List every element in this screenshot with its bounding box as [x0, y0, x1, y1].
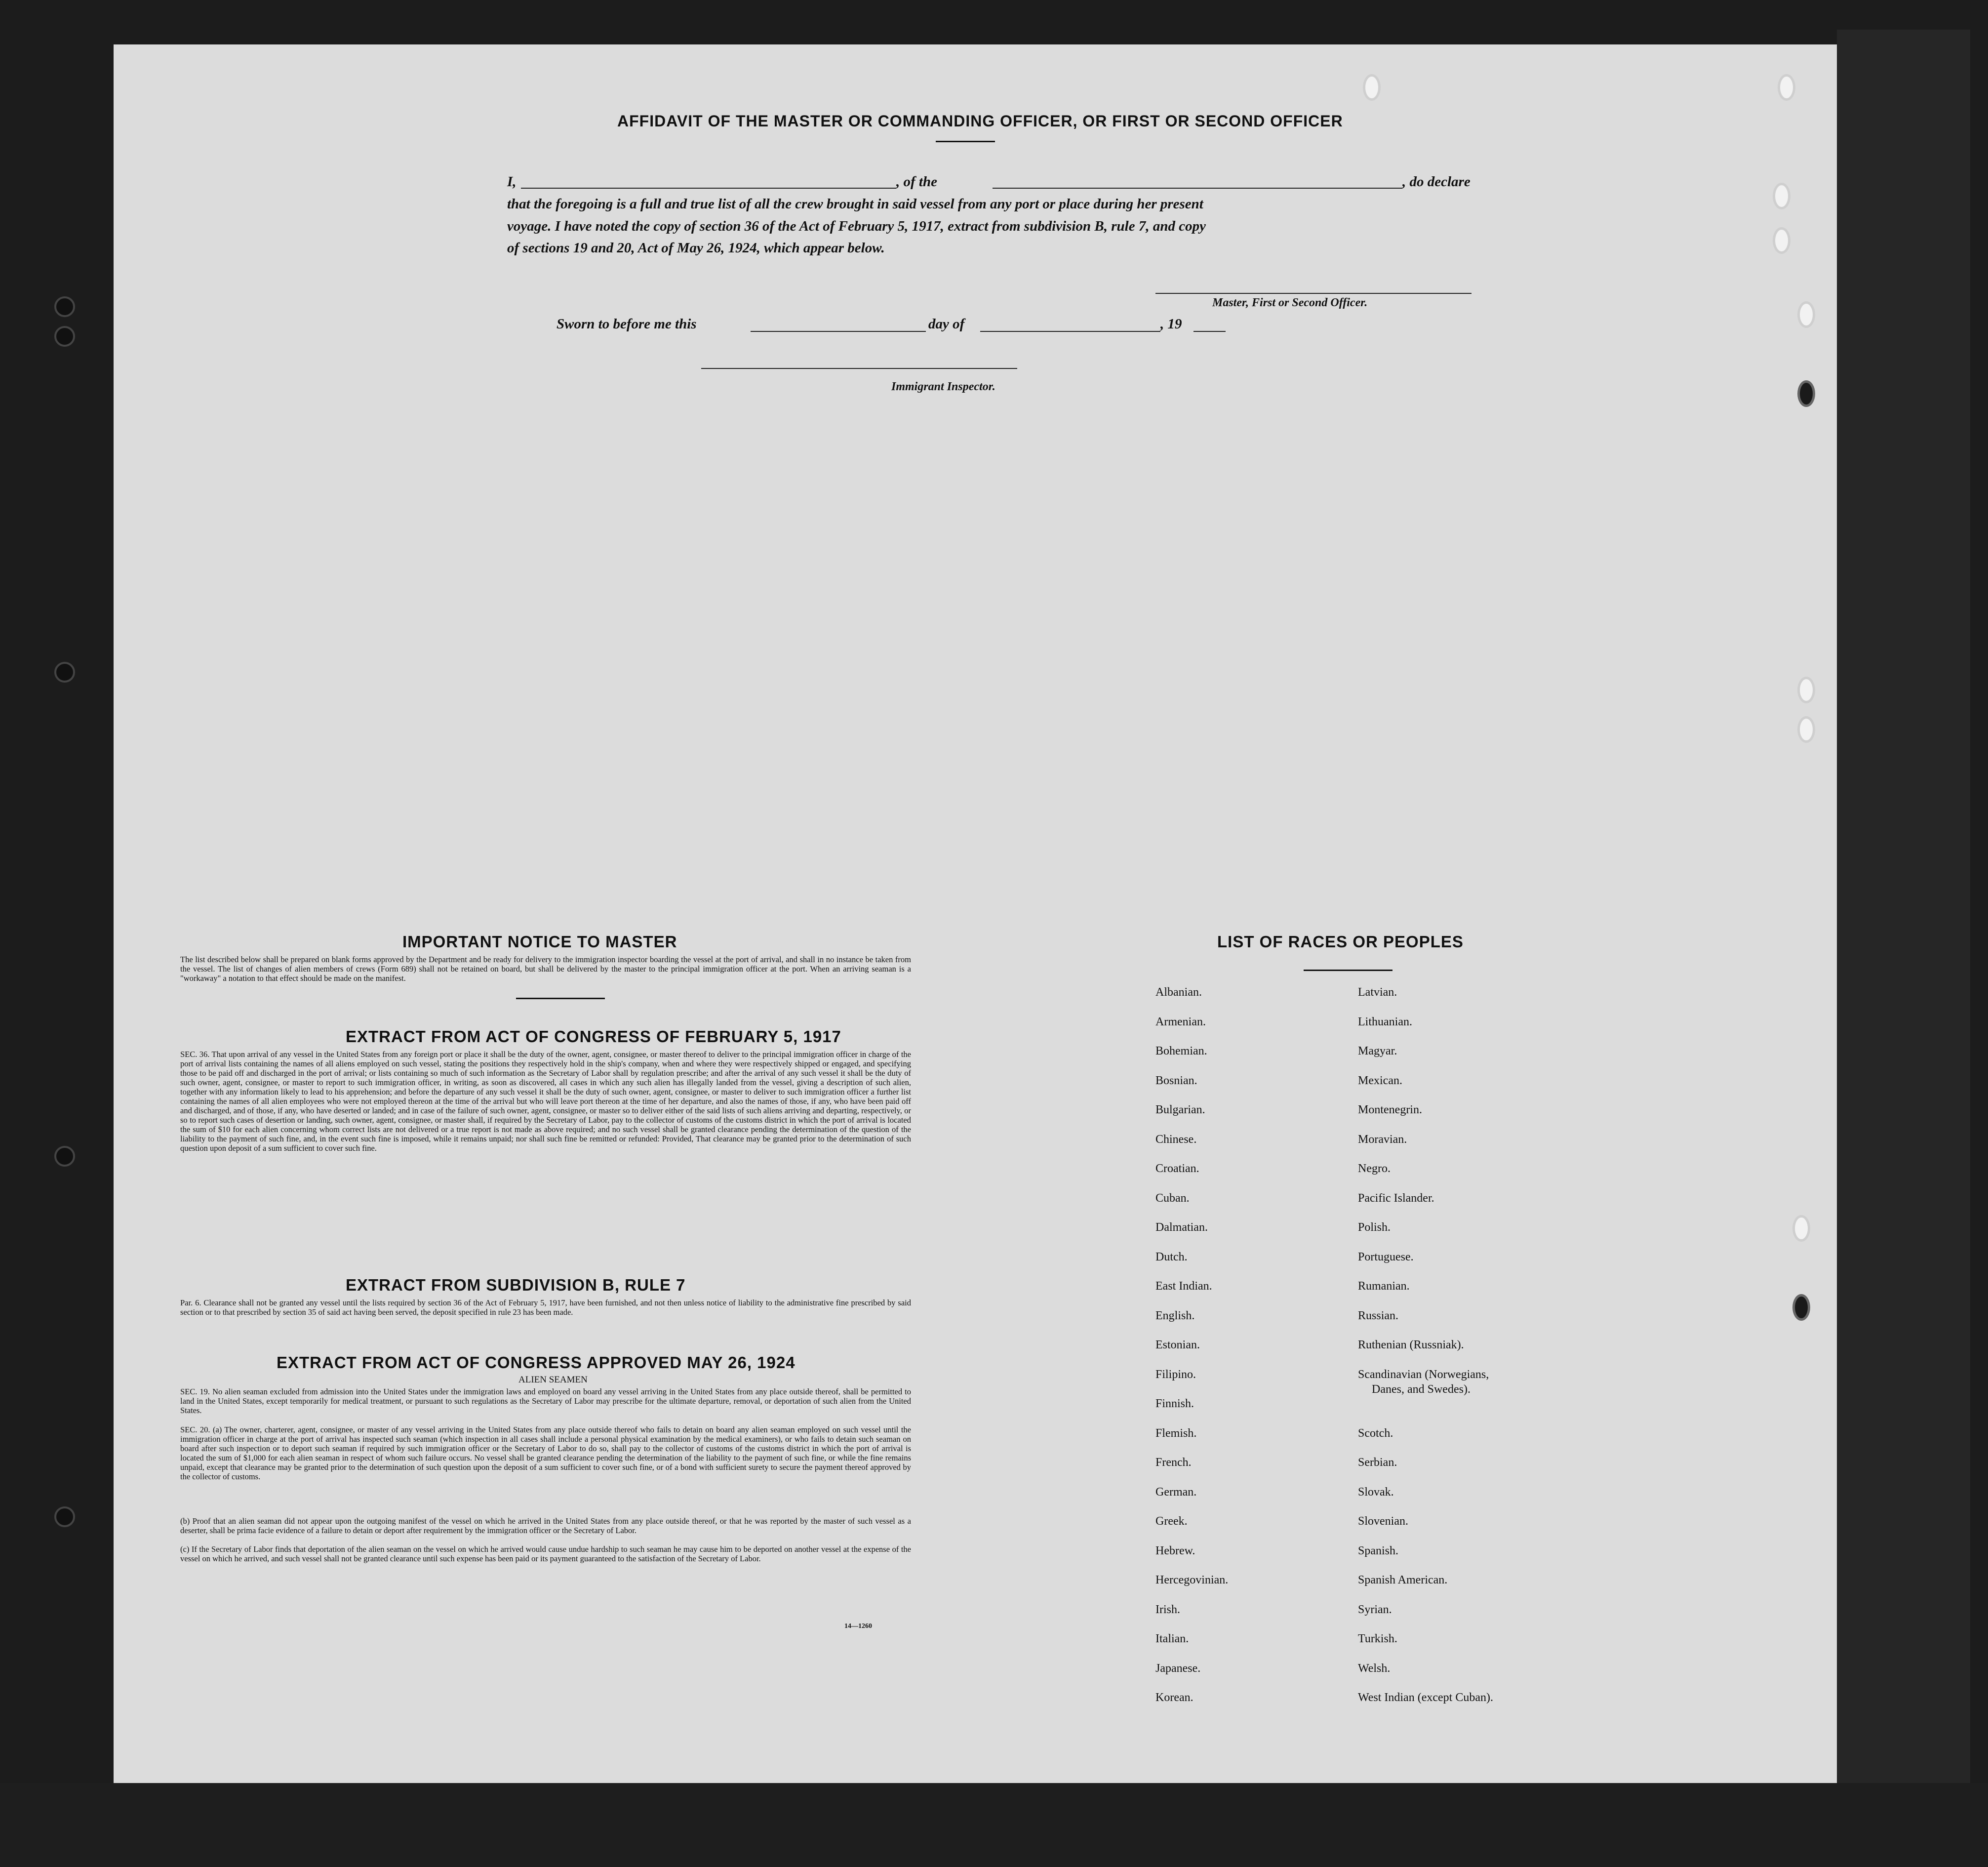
of-the-label: , of the: [896, 174, 937, 190]
race-item: Dalmatian.: [1155, 1221, 1208, 1234]
day-of-label: day of: [928, 316, 965, 332]
race-item: Bulgarian.: [1155, 1103, 1205, 1116]
race-item: Italian.: [1155, 1632, 1189, 1645]
race-item: Hebrew.: [1155, 1544, 1195, 1557]
affidavit-line2: that the foregoing is a full and true list of all the crew brought in said vessel from any port or place during her present: [507, 196, 1203, 212]
races-rule: [1304, 970, 1392, 971]
punch-hole: [1797, 301, 1815, 328]
race-item-scandinavian-line1: Scandinavian (Norwegians,: [1358, 1368, 1489, 1381]
race-item: Syrian.: [1358, 1603, 1392, 1616]
race-item: West Indian (except Cuban).: [1358, 1691, 1493, 1704]
punch-hole: [1773, 183, 1790, 209]
document-page: [114, 44, 1837, 1783]
master-caption: Master, First or Second Officer.: [1212, 296, 1368, 309]
race-item: Pacific Islander.: [1358, 1191, 1434, 1205]
race-item: Welsh.: [1358, 1662, 1391, 1675]
race-item: Korean.: [1155, 1691, 1193, 1704]
race-item: Magyar.: [1358, 1045, 1397, 1057]
race-item: English.: [1155, 1309, 1195, 1322]
race-item: Montenegrin.: [1358, 1103, 1422, 1116]
race-item: Russian.: [1358, 1309, 1399, 1322]
extract1924-title: EXTRACT FROM ACT OF CONGRESS APPROVED MAY 26, 1924: [277, 1353, 795, 1372]
punch-hole: [1773, 227, 1790, 254]
race-item: Lithuanian.: [1358, 1015, 1412, 1028]
race-item: Spanish American.: [1358, 1574, 1448, 1586]
race-item: Albanian.: [1155, 986, 1202, 999]
punch-hole: [1797, 677, 1815, 703]
races-title: LIST OF RACES OR PEOPLES: [1217, 933, 1464, 951]
notice-text: The list described below shall be prepared on blank forms approved by the Department and be ready for delivery to the immigration inspector boarding the vessel at the port of arrival, and shall in no instance be taken from the vessel. The list of changes of alien members of crews (Form 689) shall not be retained on board, but shall be delivered by the master to the principal immigration officer at the port. When an arriving seaman is a "workaway" a notation to that effect should be made on the manifest.: [180, 955, 911, 983]
sworn-month-blank[interactable]: [980, 331, 1160, 332]
race-item: Cuban.: [1155, 1191, 1190, 1205]
binder-hole: [54, 296, 75, 317]
title-rule: [936, 141, 995, 142]
race-item: Irish.: [1155, 1603, 1180, 1616]
do-declare-label: , do declare: [1402, 174, 1471, 190]
affidavit-line4: of sections 19 and 20, Act of May 26, 1924, which appear below.: [507, 240, 885, 256]
sworn-label: Sworn to before me this: [557, 316, 697, 332]
vessel-blank[interactable]: [993, 188, 1402, 189]
race-item: Chinese.: [1155, 1133, 1197, 1146]
race-item: Latvian.: [1358, 986, 1397, 999]
inspector-signature-line[interactable]: [701, 368, 1017, 369]
races-col1: [1155, 978, 1353, 1713]
race-item: Hercegovinian.: [1155, 1574, 1229, 1586]
extract1924-sec20b: (b) Proof that an alien seaman did not appear upon the outgoing manifest of the vessel on which he arrived in the United States from any place outside thereof, or that he was reported by the master of such vessel as a deserter, shall be prima facie evidence of a failure to detain or deport after requirement by the immigration officer or the Secretary of Labor.: [180, 1516, 911, 1535]
race-item: Slovenian.: [1358, 1515, 1408, 1528]
punch-hole: [1363, 74, 1381, 101]
races-col2: [1358, 978, 1615, 1713]
race-item: Rumanian.: [1358, 1280, 1410, 1293]
race-item: Moravian.: [1358, 1133, 1407, 1146]
rule7-title: EXTRACT FROM SUBDIVISION B, RULE 7: [346, 1276, 686, 1294]
race-item: Slovak.: [1358, 1485, 1394, 1499]
race-item: Scotch.: [1358, 1426, 1393, 1440]
notice-title: IMPORTANT NOTICE TO MASTER: [402, 933, 677, 951]
punch-hole: [1792, 1294, 1810, 1321]
extract1924-sec20a: SEC. 20. (a) The owner, charterer, agent, consignee, or master of any vessel arriving in the United States from any place outside thereof who fails to detain on board any alien seaman employed on such vessel until the immigration officer in charge at the port of arrival has inspected such seaman (which inspection in all cases shall include a personal physical examination by the medical examiners), or who fails to detain such seaman on board after such inspection or to deport such seaman if required by such immigration officer or the Secretary of Labor to do so, shall pay to the collector of customs of the customs district in which the port of arrival is located the sum of $1,000 for each alien seaman in respect of whom such failure occurs. No vessel shall be granted clearance pending the determination of the liability to the payment of such fine, or while the fine remains unpaid, except that clearance may be granted prior to the determination of such question upon the deposit of a sum sufficient to cover such fine, or of a bond with sufficient surety to secure the payment thereof approved by the collector of customs.: [180, 1425, 911, 1481]
race-item: French.: [1155, 1456, 1192, 1469]
master-signature-line[interactable]: [1155, 293, 1471, 294]
race-item: Negro.: [1358, 1162, 1391, 1175]
affidavit-title: AFFIDAVIT OF THE MASTER OR COMMANDING OFFICER, OR FIRST OR SECOND OFFICER: [617, 112, 1343, 130]
race-item: German.: [1155, 1485, 1197, 1499]
punch-hole: [1778, 74, 1795, 101]
notice-rule: [516, 998, 605, 999]
extract1924-sec19: SEC. 19. No alien seaman excluded from admission into the United States under the immigration laws and employed on board any vessel arriving in the United States from any place outside thereof, shall be permitted to land in the United States, except temporarily for medical treatment, or pursuant to such regulations as the Secretary of Labor may prescribe for the ultimate departure, removal, or deportation of such alien from the United States.: [180, 1387, 911, 1415]
race-item: Bohemian.: [1155, 1045, 1207, 1057]
sworn-day-blank[interactable]: [751, 331, 926, 332]
race-item: East Indian.: [1155, 1280, 1212, 1293]
race-item: Armenian.: [1155, 1015, 1206, 1028]
year-label: , 19: [1160, 316, 1182, 332]
extract1917-text: SEC. 36. That upon arrival of any vessel in the United States from any foreign port or place it shall be the duty of the owner, agent, consignee, or master thereof to deliver to the principal immigration officer in charge of the port of arrival lists containing the names of all aliens employed on such vessel, stating the positions they respectively hold in the ship's company, when and where they were respectively shipped or engaged, and specifying those to be paid off and discharged in the port of arrival; or lists containing so much of such information as the Secretary of Labor shall by regulation prescribe; and after the arrival of any such vessel it shall be the duty of such owner, agent, consignee, or master to report to such immigration officer, in writing, as soon as discovered, all cases in which any such alien has illegally landed from the vessel, giving a description of such alien, together with any information likely to lead to his apprehension; and before the departure of any such vessel it shall be the duty of such owner, agent, consignee, or master to deliver to such immigration officer a further list containing the names of all alien employees who were not employed thereon at the time of the arrival but who will leave port thereon at the time of her departure, and also the names of those, if any, who have been paid off and discharged, and of those, if any, who have deserted or landed; and in case of the failure of such owner, agent, consignee, or master so to deliver either of the said lists of such aliens arriving and departing, respectively, or so to report such cases of desertion or landing, such owner, agent, consignee, or master shall, if required by the Secretary of Labor, pay to the collector of customs of the customs district in which the port of arrival is located the sum of $10 for each alien concerning whom correct lists are not delivered or a true report is not made as above required; and no such vessel shall be granted clearance pending the determination of the question of the liability to the payment of such fine, and, in the event such fine is imposed, while it remains unpaid; nor shall such fine be remitted or refunded: Provided, That clearance may be granted prior to the determination of such question upon deposit of a sum sufficient to cover such fine.: [180, 1050, 911, 1153]
race-item: Greek.: [1155, 1515, 1188, 1528]
affidavit-line3: voyage. I have noted the copy of section 36 of the Act of February 5, 1917, extract from subdivision B, rule 7, and copy: [507, 218, 1206, 234]
race-item: Estonian.: [1155, 1339, 1200, 1351]
race-item: Flemish.: [1155, 1426, 1197, 1440]
race-item: Spanish.: [1358, 1544, 1399, 1557]
race-item: Mexican.: [1358, 1074, 1402, 1087]
race-item-scandinavian-line2: Danes, and Swedes).: [1372, 1382, 1471, 1396]
punch-hole: [1797, 380, 1815, 407]
race-item: Finnish.: [1155, 1397, 1194, 1410]
inspector-caption: Immigrant Inspector.: [891, 380, 995, 393]
extract1917-title: EXTRACT FROM ACT OF CONGRESS OF FEBRUARY 5, 1917: [346, 1027, 841, 1046]
scan-border-bottom: [0, 1783, 1988, 1867]
race-item: Serbian.: [1358, 1456, 1397, 1469]
binder-hole: [54, 326, 75, 347]
punch-hole: [1792, 1215, 1810, 1242]
binder-hole: [54, 1146, 75, 1167]
scan-border-right: [1837, 30, 1970, 1857]
binder-hole: [54, 662, 75, 683]
extract1924-subtitle: ALIEN SEAMEN: [518, 1375, 588, 1385]
race-item: Dutch.: [1155, 1250, 1188, 1263]
race-item: Japanese.: [1155, 1662, 1201, 1675]
race-item: Croatian.: [1155, 1162, 1199, 1175]
form-number: 14—1260: [844, 1623, 872, 1630]
year-blank[interactable]: [1193, 331, 1226, 332]
race-item: Filipino.: [1155, 1368, 1196, 1381]
race-item-scandinavian: [1358, 1360, 1615, 1419]
extract1924-sec20c: (c) If the Secretary of Labor finds that deportation of the alien seaman on the vessel on which he arrived would cause undue hardship to such seaman he may cause him to be deported on another vessel at the expense of the vessel on which he arrived, and such vessel shall not be granted clearance until such expense has been paid or its payment guaranteed to the satisfaction of the Secretary of Labor.: [180, 1544, 911, 1563]
i-label: I,: [507, 174, 517, 190]
race-item: Portuguese.: [1358, 1250, 1414, 1263]
binder-hole: [54, 1506, 75, 1527]
rule7-text: Par. 6. Clearance shall not be granted any vessel until the lists required by section 36 of the Act of February 5, 1917, have been furnished, and not then unless notice of liability to the administrative fine prescribed by said section or to that prescribed by section 35 of said act having been served, the deposit specified in rule 23 has been made.: [180, 1298, 911, 1317]
race-item: Ruthenian (Russniak).: [1358, 1339, 1464, 1351]
race-item: Turkish.: [1358, 1632, 1397, 1645]
race-item: Polish.: [1358, 1221, 1391, 1234]
name-blank[interactable]: [521, 188, 896, 189]
race-item: Bosnian.: [1155, 1074, 1197, 1087]
punch-hole: [1797, 716, 1815, 743]
